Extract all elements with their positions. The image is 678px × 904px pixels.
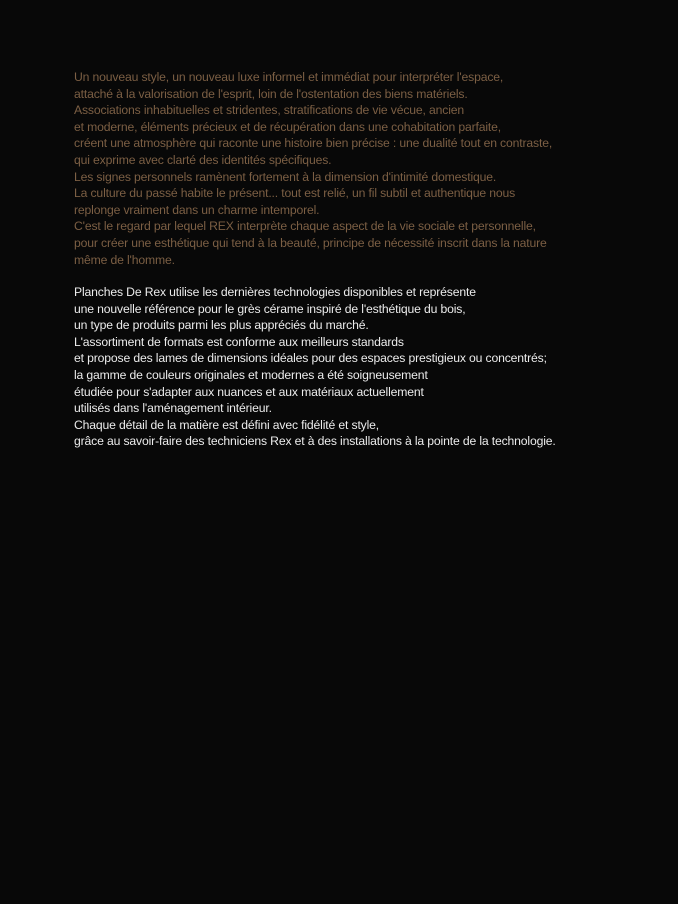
- intro-line: C'est le regard par lequel REX interprète chaque aspect de la vie sociale et personnelle,: [74, 219, 536, 234]
- product-paragraph: [74, 284, 664, 450]
- intro-line: et moderne, éléments précieux et de récupération dans une cohabitation parfaite,: [74, 119, 502, 134]
- product-line: L'assortiment de formats est conforme aux meilleurs standards: [74, 334, 404, 349]
- product-line: une nouvelle référence pour le grès cérame inspiré de l'esthétique du bois,: [74, 301, 466, 316]
- product-line: la gamme de couleurs originales et modernes a été soigneusement: [74, 367, 428, 382]
- intro-line: La culture du passé habite le présent... tout est relié, un fil subtil et authentique nous: [74, 186, 516, 201]
- intro-line: qui exprime avec clarté des identités spécifiques.: [74, 152, 332, 167]
- product-line: Planches De Rex utilise les dernières technologies disponibles et représente: [74, 285, 476, 299]
- intro-line: créent une atmosphère qui raconte une histoire bien précise : une dualité tout en contraste,: [74, 136, 553, 151]
- product-line: un type de produits parmi les plus appréciés du marché.: [74, 318, 369, 333]
- intro-paragraph: [74, 69, 664, 268]
- product-line: utilisés dans l'aménagement intérieur.: [74, 401, 272, 416]
- intro-line: Les signes personnels ramènent fortement à la dimension d'intimité domestique.: [74, 169, 497, 184]
- intro-line: Associations inhabituelles et stridentes, stratifications de vie vécue, ancien: [74, 103, 465, 118]
- intro-line: attaché à la valorisation de l'esprit, loin de l'ostentation des biens matériels.: [74, 86, 468, 101]
- intro-line: pour créer une esthétique qui tend à la beauté, principe de nécessité inscrit dans la nature: [74, 235, 547, 250]
- intro-line: Un nouveau style, un nouveau luxe informel et immédiat pour interpréter l'espace,: [74, 70, 504, 84]
- product-line: Chaque détail de la matière est défini avec fidélité et style,: [74, 417, 380, 432]
- intro-line: même de l'homme.: [74, 252, 175, 267]
- intro-line: replonge vraiment dans un charme intemporel.: [74, 202, 320, 217]
- product-line: grâce au savoir-faire des techniciens Rex et à des installations à la pointe de la technologie.: [74, 434, 556, 449]
- product-line: étudiée pour s'adapter aux nuances et aux matériaux actuellement: [74, 384, 424, 399]
- product-line: et propose des lames de dimensions idéales pour des espaces prestigieux ou concentrés;: [74, 351, 547, 366]
